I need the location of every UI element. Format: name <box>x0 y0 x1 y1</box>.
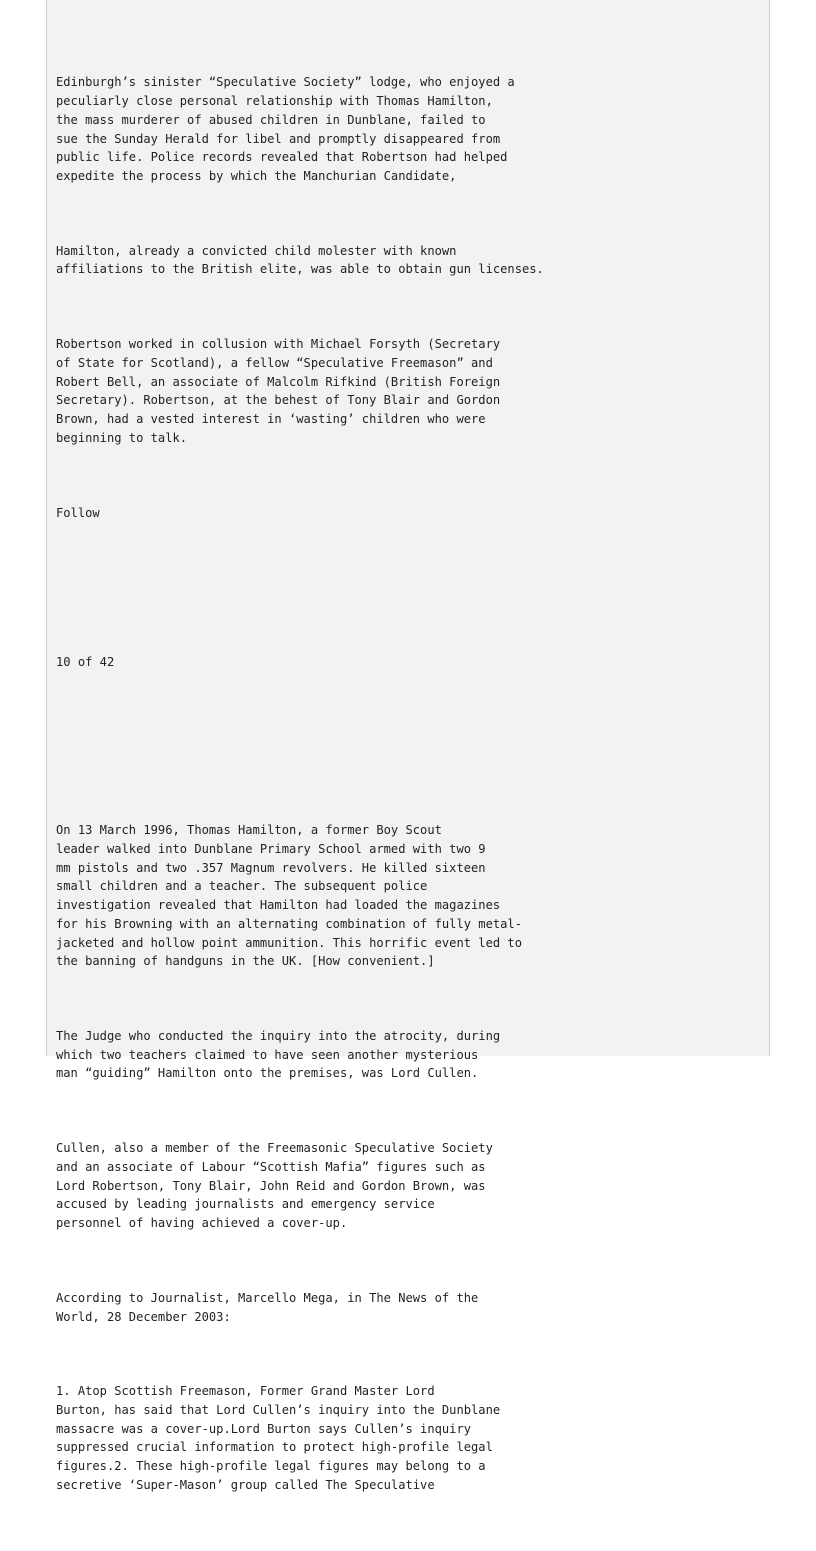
follow-link[interactable]: Follow <box>56 505 100 520</box>
page-counter: 10 of 42 <box>56 655 115 670</box>
paragraph-7: According to Journalist, Marcello Mega, in The News of the World, 28 December 2003: <box>56 1290 479 1324</box>
paragraph-6: Cullen, also a member of the Freemasonic Speculative Society and an associate of Labour “Scottish Mafia” figures such as Lord Robertson, Tony Blair, John Reid and Gordon Brown, was accused by leading journalists and emergency service personnel of having achieved a cover-up. <box>56 1141 493 1231</box>
document-body <box>56 36 756 1551</box>
paragraph-8: 1. Atop Scottish Freemason, Former Grand Master Lord Burton, has said that Lord Cullen’s inquiry into the Dunblane massacre was a cover-up.Lord Burton says Cullen’s inquiry suppressed crucial information to protect high-profile legal figures.2. These high-profile legal figures may belong to a secretive ‘Super-Mason’ group called The Speculative <box>56 1384 501 1492</box>
document-page <box>46 0 770 1492</box>
paragraph-3: Robertson worked in collusion with Michael Forsyth (Secretary of State for Scotland), a fellow “Speculative Freemason” and Robert Bell, an associate of Malcolm Rifkind (British Foreign Secretary). Robertson, at the behest of Tony Blair and Gordon Brown, had a vested interest in ‘wasting’ children who were beginning to talk. <box>56 337 501 445</box>
paragraph-1: Edinburgh’s sinister “Speculative Society” lodge, who enjoyed a peculiarly close personal relationship with Thomas Hamilton, the mass murderer of abused children in Dunblane, failed to sue the Sunday Herald for libel and promptly disappeared from public life. Police records revealed that Robertson had helped expedite the process by which the Manchurian Candidate, <box>56 75 515 183</box>
paragraph-5: The Judge who conducted the inquiry into the atrocity, during which two teachers claimed to have seen another mysterious man “guiding” Hamilton onto the premises, was Lord Cullen. <box>56 1029 501 1081</box>
paragraph-2: Hamilton, already a convicted child molester with known affiliations to the British elite, was able to obtain gun licenses. <box>56 243 544 277</box>
paragraph-4: On 13 March 1996, Thomas Hamilton, a former Boy Scout leader walked into Dunblane Primary School armed with two 9 mm pistols and two .357 Magnum revolvers. He killed sixteen small children and a teacher. The subsequent police investigation revealed that Hamilton had loaded the magazines for his Browning with an alternating combination of fully metal- jacketed and hollow point ammunition. This horrific event led to the banning of handguns in the UK. [How convenient.] <box>56 823 522 969</box>
